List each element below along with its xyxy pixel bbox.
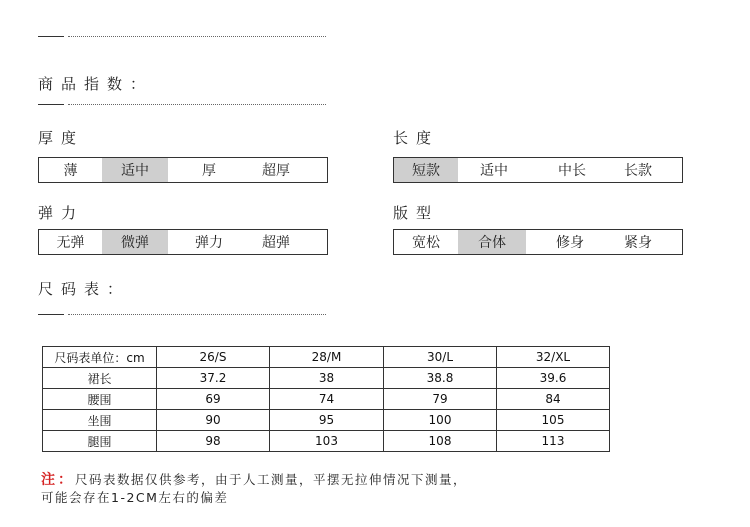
thickness-option-thick: 厚 [202,163,216,179]
table-header-cell: 30/L [384,347,497,368]
divider-top [38,36,326,37]
fit-option-slim: 修身 [556,235,584,251]
table-cell: 103 [270,431,384,452]
table-cell: 113 [497,431,610,452]
length-option-mid-long: 中长 [558,163,586,179]
length-label: 长度 [393,129,440,147]
elasticity-option-stretch: 弹力 [195,235,223,251]
fit-option-tight: 紧身 [624,235,652,251]
table-cell: 100 [384,410,497,431]
divider-size [38,314,326,315]
fit-label: 版型 [393,204,440,222]
table-row [43,410,610,431]
table-cell: 38 [270,368,384,389]
thickness-option-medium: 适中 [102,158,168,182]
measurement-note [41,471,561,506]
thickness-scale [38,157,328,183]
fit-option-loose: 宽松 [412,235,440,251]
elasticity-option-none: 无弹 [56,235,85,251]
length-scale [393,157,683,183]
note-text-1: 尺码表数据仅供参考，由于人工测量，平摆无拉伸情况下测量， [75,472,468,487]
table-row [43,368,610,389]
table-cell: 69 [157,389,270,410]
fit-scale [393,229,683,255]
elasticity-option-super: 超弹 [262,235,290,251]
elasticity-label: 弹力 [38,204,85,222]
table-cell: 74 [270,389,384,410]
table-header-cell: 26/S [157,347,270,368]
divider-index [38,104,326,105]
size-chart-title: 尺码表： [38,280,131,298]
table-cell: 腰围 [43,389,157,410]
table-cell: 37.2 [157,368,270,389]
table-header-row [43,347,610,368]
length-option-medium: 适中 [480,163,508,179]
thickness-option-extra-thick: 超厚 [262,163,290,179]
length-option-short: 短款 [394,158,458,182]
table-cell: 90 [157,410,270,431]
elasticity-option-slight: 微弹 [102,230,168,254]
length-option-long: 长款 [624,163,652,179]
thickness-option-thin: 薄 [63,163,78,179]
note-line-1 [41,471,561,489]
table-cell: 腿围 [43,431,157,452]
table-cell: 裙长 [43,368,157,389]
table-row [43,389,610,410]
elasticity-scale [38,229,328,255]
table-header-cell: 尺码表单位：cm [43,347,157,368]
size-table [42,346,610,452]
table-cell: 79 [384,389,497,410]
table-header-cell: 28/M [270,347,384,368]
table-header-cell: 32/XL [497,347,610,368]
table-cell: 84 [497,389,610,410]
table-cell: 108 [384,431,497,452]
product-index-title: 商品指数： [38,75,154,93]
fit-option-regular: 合体 [458,230,526,254]
note-text-2: 可能会存在1-2CM左右的偏差 [41,490,229,505]
table-cell: 98 [157,431,270,452]
table-cell: 95 [270,410,384,431]
table-cell: 39.6 [497,368,610,389]
table-row [43,431,610,452]
thickness-label: 厚度 [38,129,85,147]
table-cell: 38.8 [384,368,497,389]
note-lead: 注： [41,472,75,488]
table-cell: 105 [497,410,610,431]
table-cell: 坐围 [43,410,157,431]
